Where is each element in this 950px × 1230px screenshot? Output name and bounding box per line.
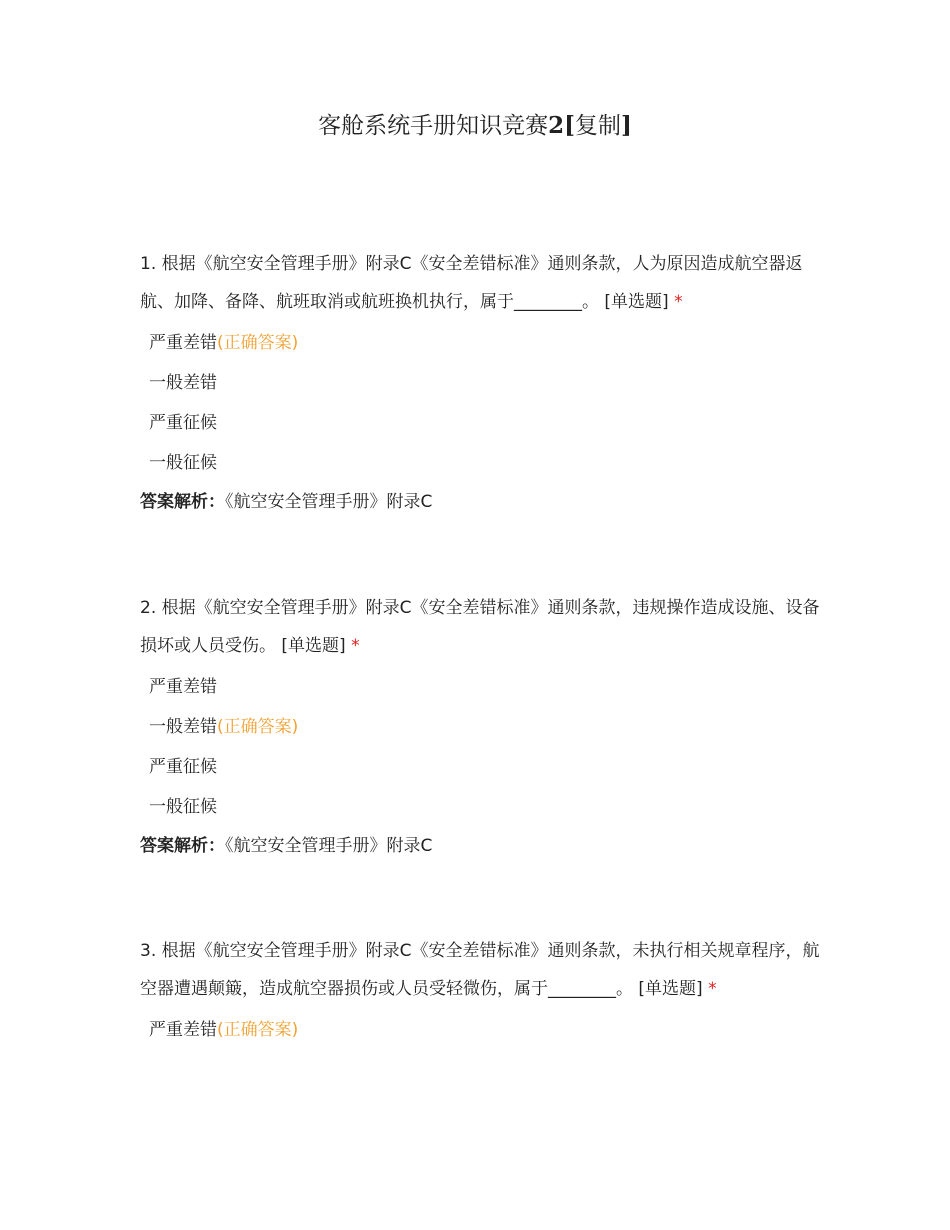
- correct-answer-marker: (正确答案): [217, 1020, 299, 1040]
- option-label: 一般差错: [149, 373, 217, 393]
- option-item: [140, 787, 820, 827]
- question-number: 1.: [140, 254, 157, 274]
- option-label: 严重差错: [149, 1020, 217, 1040]
- question-3: [140, 932, 820, 1050]
- question-stem: [140, 932, 820, 1008]
- question-text: 根据《航空安全管理手册》附录C《安全差错标准》通则条款，未执行相关规章程序，航空器遭遇颠簸，造成航空器损伤或人员受轻微伤，属于________。: [140, 941, 820, 999]
- title-number: 2[: [548, 112, 575, 139]
- question-2: [140, 589, 820, 865]
- option-item: [140, 1010, 820, 1050]
- analysis-text: 《航空安全管理手册》附录C: [225, 492, 433, 512]
- question-type: [单选题]: [276, 636, 346, 656]
- question-text: 根据《航空安全管理手册》附录C《安全差错标准》通则条款，人为原因造成航空器返航、加降、备降、航班取消或航班换机执行，属于________。: [140, 254, 803, 312]
- title-main: 客舱系统手册知识竞赛: [318, 113, 549, 139]
- analysis-text: 《航空安全管理手册》附录C: [225, 836, 433, 856]
- option-item: [140, 363, 820, 403]
- option-item: [140, 747, 820, 787]
- analysis-label: 答案解析：: [140, 492, 225, 512]
- document-title: [0, 108, 950, 144]
- question-stem: [140, 589, 820, 665]
- title-close-bracket: ]: [621, 112, 632, 139]
- question-number: 3.: [140, 941, 157, 961]
- option-label: 严重征候: [149, 757, 217, 777]
- option-label: 一般征候: [149, 797, 217, 817]
- option-label: 严重差错: [149, 333, 217, 353]
- required-marker: *: [668, 292, 683, 312]
- correct-answer-marker: (正确答案): [217, 333, 299, 353]
- option-label: 严重征候: [149, 413, 217, 433]
- correct-answer-marker: (正确答案): [217, 717, 299, 737]
- question-number: 2.: [140, 598, 157, 618]
- option-list: [140, 1010, 820, 1050]
- option-item: [140, 667, 820, 707]
- option-label: 一般差错: [149, 717, 217, 737]
- question-1: [140, 245, 820, 521]
- question-type: [单选题]: [599, 292, 669, 312]
- option-label: 一般征候: [149, 453, 217, 473]
- answer-analysis: [140, 827, 820, 865]
- answer-analysis: [140, 483, 820, 521]
- option-item: [140, 707, 820, 747]
- question-stem: [140, 245, 820, 321]
- question-text: 根据《航空安全管理手册》附录C《安全差错标准》通则条款，违规操作造成设施、设备损坏或人员受伤。: [140, 598, 820, 656]
- option-list: [140, 323, 820, 483]
- option-item: [140, 323, 820, 363]
- question-type: [单选题]: [633, 979, 703, 999]
- required-marker: *: [345, 636, 360, 656]
- option-list: [140, 667, 820, 827]
- analysis-label: 答案解析：: [140, 836, 225, 856]
- required-marker: *: [702, 979, 717, 999]
- option-item: [140, 443, 820, 483]
- option-label: 严重差错: [149, 677, 217, 697]
- title-copy-label: 复制: [575, 113, 621, 139]
- option-item: [140, 403, 820, 443]
